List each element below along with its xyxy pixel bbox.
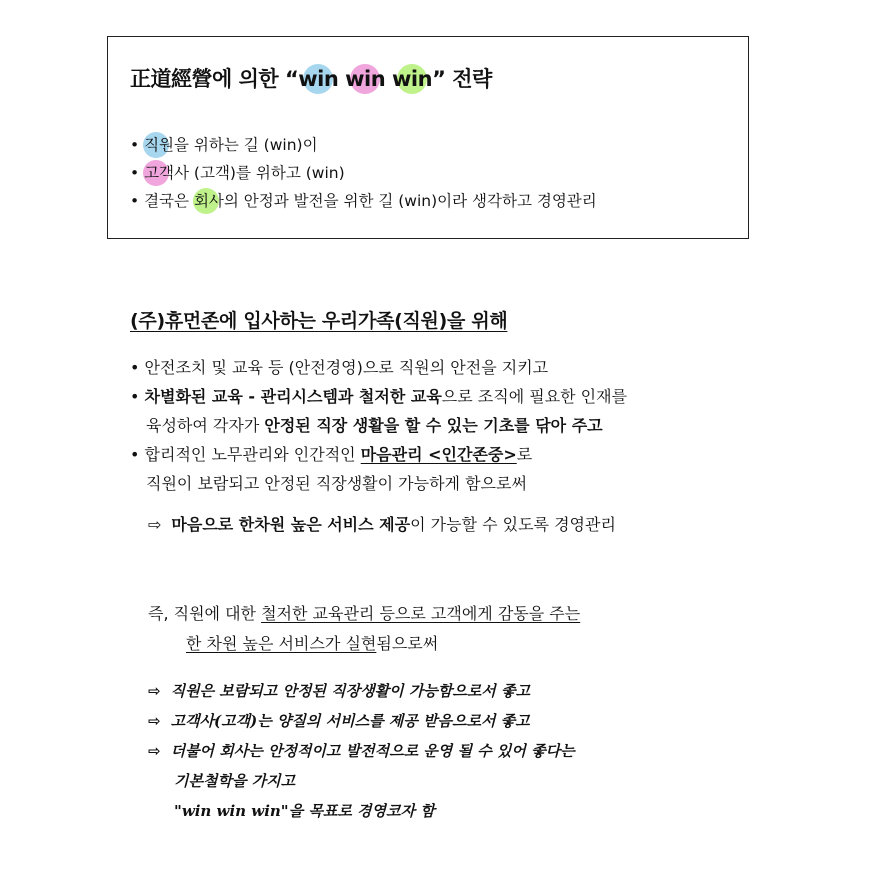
list-item [130,131,597,159]
arrow-icon: ⇨ [148,742,161,760]
list-item [130,382,627,411]
summary [148,599,580,659]
item-text: 을 위하는 길 (win)이 [174,136,318,154]
item-text: 직원이 보람되고 안정된 직장생활이 가능하게 함으로써 [146,474,527,493]
arrow-icon: ⇨ [148,712,161,730]
conclusion-line [148,796,575,826]
item-text: 로 [516,445,533,464]
conclusion-block [148,676,575,826]
conclusion-text: "win win win"을 목표로 경영코자 함 [174,802,435,820]
service-arrow-line [148,512,616,535]
summary-line1 [148,599,580,629]
summary-underlined: 한 차원 높은 서비스가 실현 [186,634,377,653]
conclusion-text: 기본철학을 가지고 [174,772,296,790]
conclusion-line [148,706,575,736]
item-text: (고객)를 위하고 (win) [189,164,345,182]
list-item-continued [130,411,627,440]
title-suffix: ” 전략 [432,67,492,91]
summary-underlined: 철저한 교육관리 등으로 고객에게 감동을 주는 [261,604,581,623]
strategy-list [130,131,597,215]
section-title: (주)휴먼존에 입사하는 우리가족(직원)을 위해 [130,310,508,332]
win-company: win [392,67,433,91]
box-title [130,63,492,93]
strategy-box [107,36,749,239]
conclusion-line [148,766,575,796]
item-bold: 차별화된 교육 - 관리시스템과 철저한 교육 [144,387,442,406]
highlight-employee: 직원 [144,131,174,159]
item-bold: 안정된 직장 생활을 할 수 있는 기초를 닦아 주고 [264,416,603,435]
win-employee: win [298,67,339,91]
item-text: 결국은 [144,192,194,210]
item-text: 안전조치 및 교육 등 (안전경영)으로 직원의 안전을 지키고 [144,358,549,377]
conclusion-text: 직원은 보람되고 안정된 직장생활이 가능함으로서 좋고 [170,682,530,700]
win-client: win [345,67,386,91]
list-item [130,440,627,469]
item-text: 으로 조직에 필요한 인재를 [441,387,628,406]
arrow-icon: ⇨ [148,682,161,700]
summary-text: 됨으로써 [376,634,439,653]
arrow-text: 이 가능할 수 있도록 경영관리 [410,515,616,534]
arrow-icon: ⇨ [148,515,162,534]
title-prefix: 正道經營에 의한 “ [130,67,299,91]
list-item [130,187,597,215]
conclusion-line [148,736,575,766]
list-item [130,353,627,382]
employee-list [130,353,627,498]
item-text: 육성하여 각자가 [146,416,265,435]
item-underlined: 마음관리 <인간존중> [360,445,517,464]
summary-text: 즉, 직원에 대한 [148,604,262,623]
summary-line2 [148,629,580,659]
conclusion-line [148,676,575,706]
item-text: 합리적인 노무관리와 인간적인 [144,445,361,464]
list-item [130,159,597,187]
list-item-continued [130,469,627,498]
highlight-company: 회사 [194,187,224,215]
conclusion-text: 더불어 회사는 안정적이고 발전적으로 운영 될 수 있어 좋다는 [170,742,575,760]
highlight-client: 고객사 [144,159,189,187]
conclusion-text: 고객사(고객)는 양질의 서비스를 제공 받음으로서 좋고 [170,712,530,730]
item-text: 의 안정과 발전을 위한 길 (win)이라 생각하고 경영관리 [223,192,597,210]
arrow-bold-text: 마음으로 한차원 높은 서비스 제공 [171,515,411,534]
